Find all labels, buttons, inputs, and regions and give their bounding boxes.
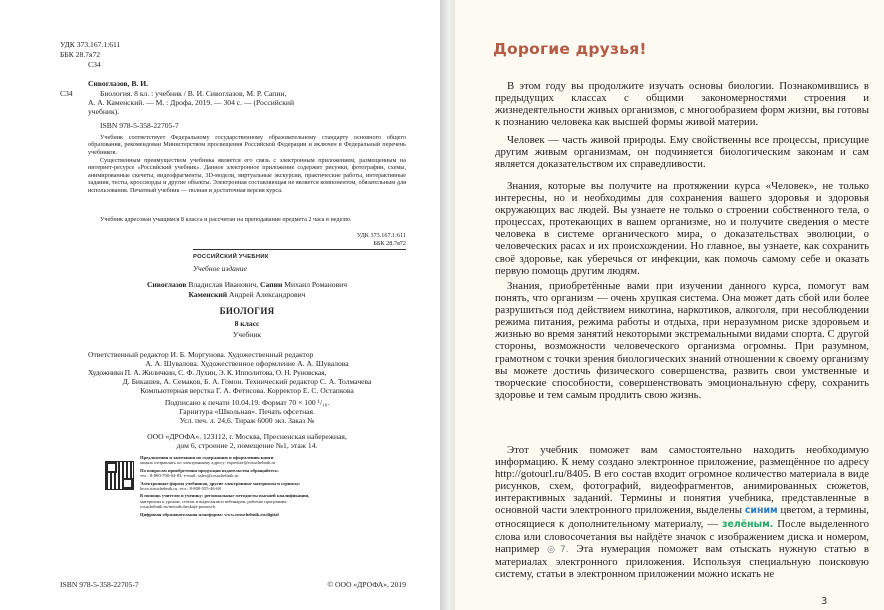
series-label: РОССИЙСКИЙ УЧЕБНИК xyxy=(193,254,269,260)
credits-1: Ответственный редактор И. Б. Моргунова. Художественный редактор xyxy=(88,350,314,359)
contacts-5: Электронные формы учебников, другие электронные материалы и сервисы: xyxy=(140,480,301,486)
page-title: Дорогие друзья! xyxy=(493,40,647,58)
paragraph-4: Знания, приобретённые вами при изучении данного курса, помогут вам понять, что организм — очень хрупкая система. Она может дать сбой или более разрушиться под действием никотина, наркотиков, алкоголя, при несоблюдении режима питания, режима работы и отдыха, при неразумном риске здоровьем и жизнью во время занятий некоторыми экстремальными видами спорта. С другой стороны, возможности человеческого организма огромны. При разумном, грамотном с точки зрения биологических знаний отношении к своему организму вы можете достичь физического совершенства, развить свои умственные и творческие способности, совершенствовать эмоциональную сферу, сохранить здоровье и тем самым продлить свою жизнь. xyxy=(495,280,869,401)
publisher-1: ООО «ДРОФА». 123112, г. Москва, Пресненская набережная, xyxy=(147,432,347,441)
bib-line-3: учебник). xyxy=(88,107,120,116)
authors-line-2 xyxy=(88,290,406,299)
qr-code xyxy=(105,461,134,490)
author-sapin: Сапин xyxy=(260,280,283,289)
book-type: Учебник xyxy=(232,330,262,339)
page-number: 3 xyxy=(821,596,828,607)
contacts-8: материалы к урокам, статьи и видеозаписи вебинаров, рабочие программы: xyxy=(140,498,288,504)
contacts-7: В помощь учителю и ученику: региональные методисты высшей квалификации, xyxy=(140,493,310,499)
book-spine xyxy=(440,0,455,610)
contacts-2: можно отправлять по электронному адресу: expertize@rosuchebnik.ru xyxy=(140,460,276,466)
paragraph-5 xyxy=(495,444,869,580)
print-2: Гарнитура «Школьная». Печать офсетная. xyxy=(179,407,315,416)
divider xyxy=(193,249,406,250)
paragraph-1: В этом году вы продолжите изучать основы биологии. Познакомившись в предыдущих классах с общими закономерностями строения и жизнедеятельности живых организмов, с многообразием форм жизни, вы готовы к познанию человека как высшей формы живой материи. xyxy=(495,80,869,129)
print-3: Усл. печ. л. 24,6. Тираж 6000 экз. Заказ № xyxy=(179,416,315,425)
contacts-block xyxy=(140,455,406,517)
udk-code: УДК 373.167.1:611 xyxy=(60,40,121,49)
bib-line-2: А. А. Каменский. — М. : Дрофа, 2019. — 304 с. — (Российский xyxy=(88,98,295,107)
author-sapin-name: Михаил Романович xyxy=(284,280,348,289)
blue-term-marker: синим xyxy=(744,505,778,517)
author-heading: Сивоглазов, В. И. xyxy=(88,79,149,88)
bbk-code: ББК 28.7я72 xyxy=(60,50,101,59)
paragraph-5-part-a: Этот учебник поможет вам самостоятельно находить необходимую информацию. К нему создано электронное приложение, размещённое по адресу http://gotourl.ru/8405. В его состав входит огромное количество материала в виде рисунков, схем, фотографий, видеофрагментов, анимированных сюжетов, интерактивных заданий. Термины и понятия учебника, представленные в основной части электронного приложения, выделены xyxy=(495,444,869,517)
publisher-2: дом 6, строение 2, помещение №1, этаж 14. xyxy=(176,441,318,450)
credits-5: Компьютерная верстка Г. А. Фетисова. Корректор Е. С. Остапкова xyxy=(140,386,354,395)
book-title: БИОЛОГИЯ xyxy=(219,306,275,316)
author-sivoglazov-name: Владислав Иванович, xyxy=(188,280,259,289)
isbn-bottom: ISBN 978-5-358-22705-7 xyxy=(60,580,139,589)
annotation-2: Существенным преимуществом учебника является его связь с электронным приложением, размещенным на интернет-ресурсе «Российский учебник». Данное электронное приложение содержит рисунки, фотографии, схемы, анимированные скечеты, видеофрагменты, 3D-модели, виртуальные экскурсии, практические работы, интерактивные задания, тесты, кроссворды и другие объекты. Электронная составляющая не является компонентом, обязательным для использования. Печатный учебник — полная и достаточная версия курса. xyxy=(88,157,406,194)
author-kamensky-name: Андрей Александрович xyxy=(229,290,306,299)
authors-line-1 xyxy=(88,280,406,289)
bib-line-1: Биология. 8 кл. : учебник / В. И. Сивоглазов, М. Р. Сапин, xyxy=(100,89,287,98)
grade: 8 класс xyxy=(234,319,260,328)
paragraph-5-part-b: цветом, а термины, относящиеся к дополнительному материалу, — xyxy=(495,504,869,530)
annotation-1: Учебник соответствует Федеральному государственному образовательному стандарту основного общего образования, рекомендован Министерством просвещения Российской Федерации и включен в Федеральный перечень учебников. xyxy=(88,134,406,156)
edition-label: Учебное издание xyxy=(193,264,247,273)
author-kamensky: Каменский xyxy=(188,290,228,299)
contacts-4: тел.: 8-800-700-64-83; e-mail: sales@rosuchebnik.ru xyxy=(140,473,239,479)
contacts-9: rosuchebnik.ru/metodicheskaja-pomosch xyxy=(140,504,216,510)
contacts-1: Предложения и замечания по содержанию и оформлению книги xyxy=(140,455,274,460)
contacts-3: По вопросам приобретения продукции издательства обращайтесь: xyxy=(140,467,279,473)
imprint-page xyxy=(0,0,440,610)
contacts-10: Цифровая образовательная платформа: www.rosuchebnik.ru/digital xyxy=(140,511,279,517)
bbk-small: ББК 28.7я72 xyxy=(373,240,406,247)
intro-page xyxy=(455,0,884,610)
copyright: © ООО «ДРОФА», 2019 xyxy=(327,580,406,589)
annotation-3: Учебник адресован учащимся 8 класса и рассчитан на преподавание предмета 2 часа в неделю. xyxy=(100,216,352,223)
paragraph-2: Человек — часть живой природы. Ему свойственны все процессы, присущие другим живым организмам, он подчиняется биологическим законам и сам является доказательством их справедливости. xyxy=(495,134,869,171)
print-1: Подписано к печати 10.04.19. Формат 70 × 100 ¹/₁₆. xyxy=(164,398,330,407)
paragraph-5-part-d: Эта нумерация поможет вам отыскать нужную статью в материалах электронного приложения. Используя специальную поисковую систему, статьи в электронном приложении можно искать не xyxy=(495,542,869,580)
paragraph-5-part-c: После выделенного слова или словосочетания вы найдёте значок с изображением диска и номером, например xyxy=(495,517,870,555)
credits-2: А. А. Шувалова. Художественное оформление А. А. Шувалова xyxy=(145,359,349,368)
green-term-marker: зелёным. xyxy=(722,518,774,530)
contacts-6: lecta.rosuchebnik.ru, тел.: 8-800-555-46-68 xyxy=(140,486,221,492)
author-sivoglazov: Сивоглазов xyxy=(146,280,187,289)
margin-code: С34 xyxy=(60,89,73,98)
disc-icon: ◎7. xyxy=(547,544,569,555)
udk-small: УДК 373.167.1:611 xyxy=(356,232,406,239)
credits-4: Д. Бикашев, А. Семаков, Б. А. Гомон. Технический редактор С. А. Толмачева xyxy=(122,377,372,386)
isbn: ISBN 978-5-358-22705-7 xyxy=(100,121,179,130)
credits-3: Художники П. А. Жиличкин, С. Ф. Лухин, Э. К. Ипполитова, О. Н. Руновская, xyxy=(88,368,327,377)
author-code: С34 xyxy=(88,60,101,69)
paragraph-3: Знания, которые вы получите на протяжении курса «Человек», не только интересны, но и необходимы для сохранения вашего здоровья и здоровья окружающих вас людей. Вы узнаете не только о строении собственного тела, о процессах, протекающих в вашем организме, но и получите сведения о месте человека в системе органического мира, о доказательствах эволюции, о человеческих расах и их происхождении. Но главное, вы узнаете, как сохранить своё здоровье, как уберечься от инфекции, как помочь самому себе и оказать первую помощь другим людям. xyxy=(495,180,869,277)
